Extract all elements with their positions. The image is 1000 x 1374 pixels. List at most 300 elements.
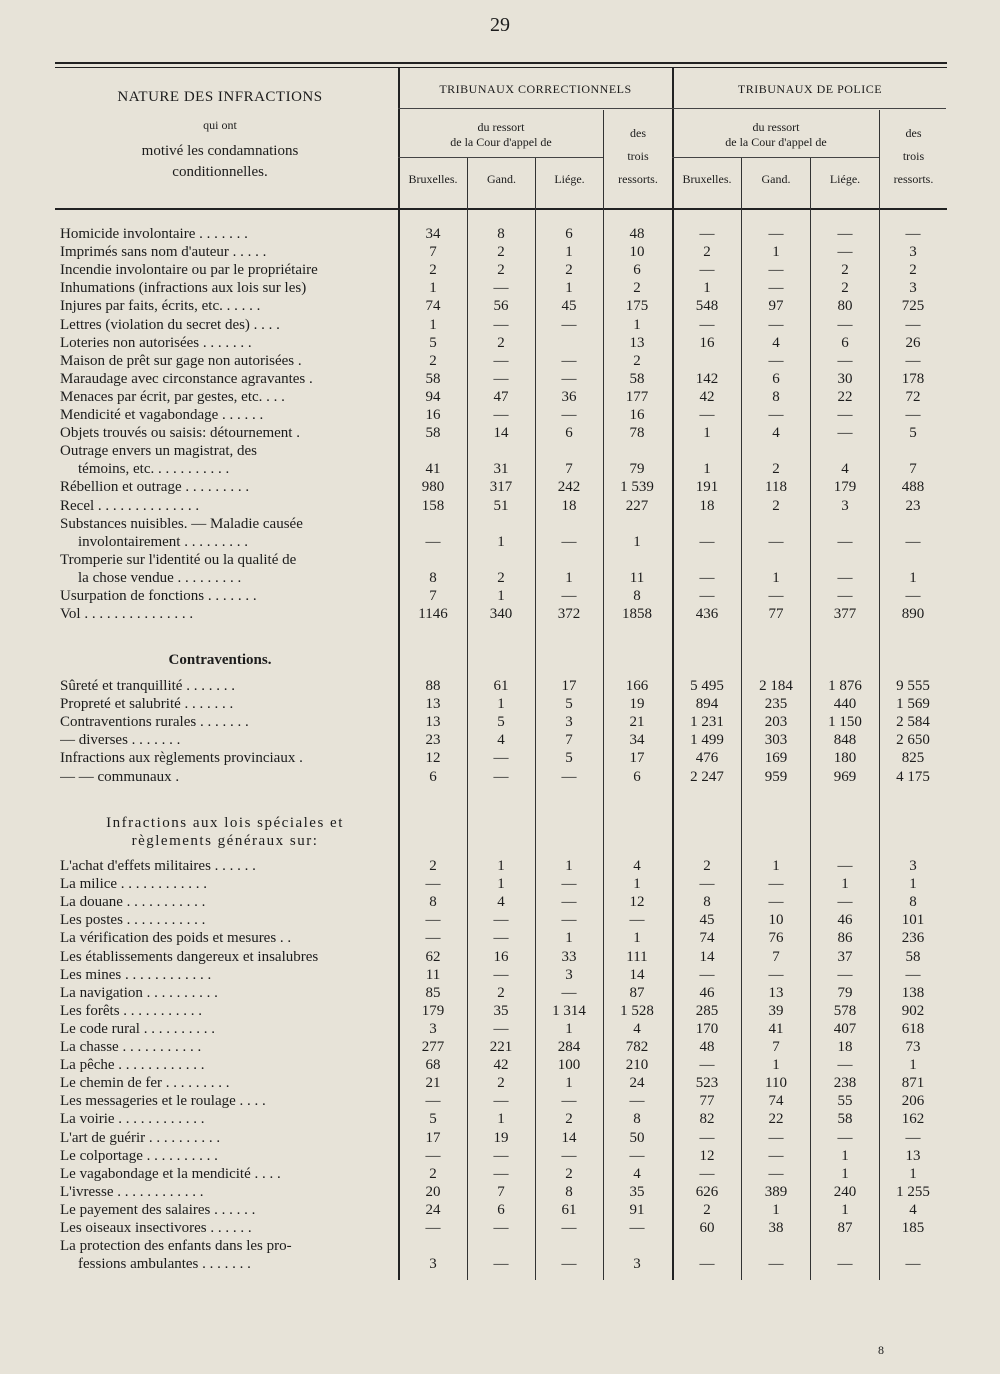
cell-value: 980 — [421, 479, 445, 496]
cell-value: 2 — [633, 352, 641, 369]
cell-value: 210 — [625, 1057, 649, 1074]
cell-value: 377 — [833, 606, 857, 623]
cell-value: 1 — [565, 244, 573, 261]
cell-value: 87 — [837, 1220, 853, 1236]
cell-value: 3 — [429, 1256, 437, 1273]
row-label: Injures par faits, écrits, etc. . . . . . — [60, 298, 261, 315]
cell-value: 61 — [561, 1201, 577, 1218]
cell-value: 1 — [497, 1111, 505, 1128]
cell-value: 10 — [629, 244, 645, 261]
cell-value: — — [905, 533, 921, 550]
cell-value: — — [699, 407, 715, 423]
cell-value: — — [561, 316, 577, 333]
cell-value: 51 — [493, 497, 509, 514]
cell-value: — — [699, 226, 715, 242]
cell-value: — — [768, 1165, 784, 1182]
cell-value: 55 — [837, 1093, 853, 1110]
row-label: Contraventions rurales . . . . . . . — [60, 714, 249, 731]
cell-value: 3 — [565, 966, 573, 983]
cell-value: 73 — [905, 1039, 921, 1055]
cell-value: 77 — [768, 606, 784, 623]
cell-value: — — [493, 1093, 509, 1110]
cell-value: — — [837, 894, 853, 911]
cell-value: 101 — [901, 912, 925, 929]
cell-value: 24 — [629, 1075, 645, 1092]
cell-value: — — [629, 1093, 645, 1110]
cell-value: 236 — [901, 930, 925, 947]
cell-value: 97 — [768, 298, 784, 315]
cell-value: 7 — [772, 948, 780, 965]
cell-value: 138 — [901, 984, 925, 1001]
row-label: L'achat d'effets militaires . . . . . . — [60, 858, 256, 874]
cell-value: 227 — [625, 497, 649, 514]
row-label: Tromperie sur l'identité ou la qualité de — [60, 551, 297, 568]
cell-value: — — [837, 966, 853, 983]
header-rule — [398, 157, 603, 158]
cell-value: 4 — [841, 461, 849, 478]
cell-value: 74 — [699, 930, 715, 947]
cell-value: 6 — [497, 1201, 505, 1218]
cell-value: 3 — [909, 858, 917, 874]
cell-value: 41 — [425, 461, 441, 478]
cell-value: 175 — [625, 298, 649, 315]
cell-value: 1 — [909, 569, 917, 586]
cell-value: 1 — [565, 1020, 573, 1037]
cell-value: 1146 — [418, 606, 448, 623]
cell-value: 1 — [772, 1201, 780, 1218]
cell-value: 3 — [909, 280, 917, 297]
cell-value: 5 — [497, 714, 505, 731]
row-label: Le code rural . . . . . . . . . . — [60, 1020, 215, 1037]
cell-value: — — [493, 407, 509, 423]
nature-sub3: conditionnelles. — [172, 164, 268, 180]
row-label: fessions ambulantes . . . . . . . — [78, 1256, 251, 1273]
cell-value: 61 — [493, 678, 509, 694]
cell-value: 21 — [629, 714, 645, 731]
cell-value: 72 — [905, 388, 921, 405]
cell-value: 1858 — [622, 606, 652, 623]
cell-value: — — [837, 569, 853, 586]
nature-sub2: motivé les condamnations — [141, 143, 299, 159]
col-divider — [467, 158, 468, 1280]
cell-value: — — [768, 876, 784, 893]
cell-value: — — [837, 244, 853, 261]
ressort-pol-2: de la Cour d'appel de — [725, 135, 827, 149]
cell-value: 6 — [429, 768, 437, 785]
cell-value: 7 — [497, 1183, 505, 1200]
cell-value: 5 — [909, 425, 917, 442]
cell-value: 1 — [497, 533, 505, 550]
cell-value: 14 — [493, 425, 509, 442]
cell-value: 1 — [565, 280, 573, 297]
col-divider — [672, 68, 674, 1280]
cell-value: 5 — [565, 696, 573, 713]
cell-value: — — [699, 316, 715, 333]
cell-value: — — [699, 569, 715, 586]
cell-value: — — [768, 1129, 784, 1146]
cell-value: — — [699, 533, 715, 550]
cell-value: 2 — [703, 858, 711, 874]
cell-value: 2 — [841, 280, 849, 297]
cell-value: 4 — [497, 894, 505, 911]
cell-value: 1 — [497, 588, 505, 604]
cell-value: — — [425, 930, 441, 947]
cell-value: 8 — [497, 226, 505, 242]
cell-value: — — [768, 226, 784, 242]
row-label: Le vagabondage et la mendicité . . . . — [60, 1165, 281, 1182]
cell-value: 3 — [429, 1020, 437, 1037]
cell-value: 8 — [703, 894, 711, 911]
cell-value: — — [493, 1020, 509, 1037]
cell-value: — — [561, 894, 577, 911]
cell-value: 1 — [841, 1165, 849, 1182]
col-gand-corr: Gand. — [487, 172, 516, 186]
cell-value: 100 — [557, 1057, 581, 1074]
cell-value: 2 247 — [690, 768, 724, 785]
col-divider — [741, 158, 742, 1280]
cell-value: 2 — [429, 262, 437, 279]
cell-value: — — [561, 1147, 577, 1164]
cell-value: 1 — [429, 316, 437, 333]
row-label: Usurpation de fonctions . . . . . . . — [60, 588, 257, 604]
cell-value: 179 — [833, 479, 857, 496]
cell-value: 68 — [425, 1057, 441, 1074]
cell-value: 45 — [561, 298, 577, 315]
cell-value: 206 — [901, 1093, 925, 1110]
cell-value: 894 — [695, 696, 719, 713]
row-label: Objets trouvés ou saisis: détournement . — [60, 425, 300, 442]
cell-value: 50 — [629, 1129, 645, 1146]
cell-value: — — [561, 1256, 577, 1273]
cell-value: 285 — [695, 1002, 719, 1019]
cell-value: — — [905, 352, 921, 369]
cell-value: 848 — [833, 732, 857, 749]
cell-value: 36 — [561, 388, 577, 405]
cell-value: 4 — [772, 334, 780, 351]
row-label: L'ivresse . . . . . . . . . . . . — [60, 1183, 204, 1200]
cell-value: — — [699, 588, 715, 604]
cell-value: 548 — [695, 298, 719, 315]
col-gand-pol: Gand. — [761, 172, 791, 186]
cell-value: 2 — [772, 497, 780, 514]
cell-value: 1 — [497, 876, 505, 893]
cell-value: — — [837, 588, 853, 604]
cell-value: 488 — [901, 479, 925, 496]
cell-value: 2 — [841, 262, 849, 279]
cell-value: 19 — [629, 696, 645, 713]
row-label: Lettres (violation du secret des) . . . . — [60, 316, 280, 333]
cell-value: 2 — [703, 244, 711, 261]
cell-value: — — [768, 966, 784, 983]
cell-value: — — [493, 1147, 509, 1164]
cell-value: — — [493, 966, 509, 983]
cell-value: — — [493, 768, 509, 785]
cell-value: — — [493, 750, 509, 767]
col-divider — [603, 110, 604, 1280]
cell-value: 58 — [629, 370, 645, 387]
cell-value: — — [629, 1147, 645, 1164]
row-label: L'art de guérir . . . . . . . . . . — [60, 1129, 221, 1146]
row-label: Les mines . . . . . . . . . . . . — [60, 966, 212, 983]
cell-value: 47 — [493, 388, 509, 405]
cell-value: 12 — [629, 894, 645, 911]
col-divider — [810, 158, 811, 1280]
cell-value: 11 — [425, 966, 441, 983]
cell-value: 2 — [429, 352, 437, 369]
cell-value: 35 — [629, 1183, 645, 1200]
cell-value: 2 — [909, 262, 917, 279]
cell-value: 1 — [565, 569, 573, 586]
cell-value: 158 — [421, 497, 445, 514]
cell-value: 7 — [565, 732, 573, 749]
cell-value: — — [699, 966, 715, 983]
col-bruxelles-pol: Bruxelles. — [682, 172, 732, 186]
cell-value: 18 — [837, 1039, 853, 1055]
cell-value: 1 231 — [690, 714, 724, 731]
cell-value: 2 — [497, 244, 505, 261]
row-label: Sûreté et tranquillité . . . . . . . — [60, 678, 235, 694]
cell-value: — — [561, 588, 577, 604]
cell-value: 5 — [429, 334, 437, 351]
cell-value: 1 — [909, 1057, 917, 1074]
cell-value: 62 — [425, 948, 441, 965]
cell-value: 1 — [497, 858, 505, 874]
cell-value: 142 — [695, 370, 719, 387]
cell-value: 4 — [772, 425, 780, 442]
cell-value: 5 — [429, 1111, 437, 1128]
row-label: La milice . . . . . . . . . . . . — [60, 876, 208, 893]
cell-value: 523 — [695, 1075, 719, 1092]
row-label: Maison de prêt sur gage non autorisées . — [60, 352, 302, 369]
cell-value: 6 — [565, 226, 573, 242]
cell-value: 782 — [625, 1039, 649, 1055]
cell-value: 41 — [768, 1020, 784, 1037]
row-label: la chose vendue . . . . . . . . . — [78, 569, 242, 586]
cell-value: 23 — [425, 732, 441, 749]
cell-value: 31 — [493, 461, 509, 478]
row-label: Le colportage . . . . . . . . . . — [60, 1147, 218, 1164]
cell-value: 74 — [425, 298, 441, 315]
cell-value: 2 — [633, 280, 641, 297]
cell-value: 8 — [772, 388, 780, 405]
col-liege-pol: Liége. — [829, 172, 861, 186]
cell-value: 16 — [629, 407, 645, 423]
row-label: Outrage envers un magistrat, des — [60, 443, 258, 460]
cell-value: — — [425, 1220, 441, 1236]
cell-value: 16 — [493, 948, 509, 965]
row-label: La chasse . . . . . . . . . . . — [60, 1039, 202, 1055]
cell-value: 240 — [833, 1183, 857, 1200]
cell-value: 58 — [837, 1111, 853, 1128]
row-label: Recel . . . . . . . . . . . . . . — [60, 497, 200, 514]
cell-value: 13 — [425, 714, 441, 731]
cell-value: — — [768, 407, 784, 423]
cell-value: 94 — [425, 388, 441, 405]
cell-value: 6 — [772, 370, 780, 387]
cell-value: 34 — [629, 732, 645, 749]
cell-value: 17 — [629, 750, 645, 767]
cell-value: 1 — [565, 1075, 573, 1092]
cell-value: — — [837, 858, 853, 874]
cell-value: 1 569 — [896, 696, 930, 713]
row-label: Le payement des salaires . . . . . . — [60, 1201, 256, 1218]
row-label: Les messageries et le roulage . . . . — [60, 1093, 266, 1110]
cell-value: — — [768, 533, 784, 550]
cell-value: — — [905, 1256, 921, 1273]
cell-value: 16 — [699, 334, 715, 351]
col-divider — [535, 158, 536, 1280]
cell-value: 626 — [695, 1183, 719, 1200]
cell-value: 76 — [768, 930, 784, 947]
cell-value: 4 175 — [896, 768, 930, 785]
cell-value: 3 — [841, 497, 849, 514]
cell-value: 13 — [425, 696, 441, 713]
cell-value: — — [837, 352, 853, 369]
trois-pol: trois — [902, 149, 925, 163]
cell-value: 2 — [497, 1075, 505, 1092]
cell-value: 2 — [429, 858, 437, 874]
cell-value: 170 — [695, 1020, 719, 1037]
row-label: involontairement . . . . . . . . . — [78, 533, 248, 550]
cell-value: 4 — [633, 1165, 641, 1182]
cell-value: — — [837, 425, 853, 442]
ressort-corr-2: de la Cour d'appel de — [450, 135, 552, 149]
cell-value: 1 — [772, 244, 780, 261]
ressorts-pol: ressorts. — [893, 172, 934, 186]
cell-value: 3 — [909, 244, 917, 261]
cell-value: 1 314 — [552, 1002, 586, 1019]
cell-value: 8 — [565, 1183, 573, 1200]
cell-value: 4 — [497, 732, 505, 749]
row-label: La protection des enfants dans les pro- — [60, 1238, 292, 1255]
cell-value: 13 — [629, 334, 645, 351]
row-label: La navigation . . . . . . . . . . — [60, 984, 218, 1001]
cell-value: — — [837, 1057, 853, 1074]
cell-value: — — [493, 1256, 509, 1273]
cell-value: 16 — [425, 407, 441, 423]
cell-value: 8 — [429, 569, 437, 586]
cell-value: — — [561, 407, 577, 423]
row-label: La vérification des poids et mesures . . — [60, 930, 292, 947]
page-number: 29 — [490, 14, 510, 36]
cell-value: 4 — [909, 1201, 917, 1218]
cell-value: — — [561, 1093, 577, 1110]
header-rule — [672, 157, 879, 158]
cell-value: 618 — [901, 1020, 925, 1037]
cell-value: 18 — [561, 497, 577, 514]
row-label: Maraudage avec circonstance agravantes . — [60, 370, 313, 387]
cell-value: 35 — [493, 1002, 509, 1019]
cell-value: 169 — [764, 750, 788, 767]
nature-sub1: qui ont — [203, 118, 237, 132]
cell-value: 45 — [699, 912, 715, 929]
cell-value: — — [837, 533, 853, 550]
cell-value: 235 — [764, 696, 788, 713]
col-bruxelles-corr: Bruxelles. — [408, 172, 458, 186]
cell-value: — — [905, 316, 921, 333]
cell-value: 79 — [629, 461, 645, 478]
cell-value: 42 — [493, 1057, 509, 1074]
cell-value: 6 — [565, 425, 573, 442]
cell-value: 34 — [425, 226, 441, 242]
row-label: Loteries non autorisées . . . . . . . — [60, 334, 252, 351]
cell-value: 8 — [909, 894, 917, 911]
cell-value: — — [561, 984, 577, 1001]
cell-value: — — [699, 262, 715, 279]
cell-value: 18 — [699, 497, 715, 514]
cell-value: 1 — [703, 425, 711, 442]
cell-value: 13 — [768, 984, 784, 1001]
cell-value: 1 — [633, 316, 641, 333]
cell-value: 191 — [695, 479, 719, 496]
cell-value: 203 — [764, 714, 788, 731]
cell-value: — — [768, 1256, 784, 1273]
row-label: Infractions aux règlements provinciaux . — [60, 750, 303, 767]
cell-value: 118 — [765, 479, 787, 496]
cell-value: 12 — [699, 1147, 715, 1164]
cell-value: 3 — [633, 1256, 641, 1273]
cell-value: 5 495 — [690, 678, 724, 694]
cell-value: 238 — [833, 1075, 857, 1092]
cell-value: 166 — [625, 678, 649, 694]
cell-value: 14 — [561, 1129, 577, 1146]
cell-value: 1 — [703, 280, 711, 297]
cell-value: — — [699, 1256, 715, 1273]
cell-value: 303 — [764, 732, 788, 749]
cell-value: 4 — [633, 1020, 641, 1037]
cell-value: — — [768, 1147, 784, 1164]
cell-value: 2 650 — [896, 732, 930, 749]
footer-mark: 8 — [878, 1343, 884, 1357]
cell-value: 33 — [561, 948, 577, 965]
cell-value: 2 — [429, 1165, 437, 1182]
cell-value: — — [699, 1129, 715, 1146]
ressort-pol-1: du ressort — [752, 120, 800, 134]
trois-corr: trois — [627, 149, 649, 163]
cell-value: 60 — [699, 1220, 715, 1236]
cell-value: 2 — [565, 1111, 573, 1128]
cell-value: 436 — [695, 606, 719, 623]
cell-value: 58 — [425, 425, 441, 442]
cell-value: 177 — [625, 388, 649, 405]
cell-value: — — [768, 316, 784, 333]
cell-value: 1 — [497, 696, 505, 713]
cell-value: 2 — [565, 262, 573, 279]
cell-value: 1 — [841, 1201, 849, 1218]
cell-value: — — [629, 912, 645, 929]
row-label: Vol . . . . . . . . . . . . . . . — [60, 606, 194, 623]
cell-value: 969 — [833, 768, 857, 785]
cell-value: 6 — [633, 262, 641, 279]
cell-value: 86 — [837, 930, 853, 947]
cell-value: 1 — [909, 1165, 917, 1182]
cell-value: 1 — [565, 930, 573, 947]
row-label: Mendicité et vagabondage . . . . . . — [60, 407, 264, 423]
cell-value: — — [493, 930, 509, 947]
cell-value: — — [493, 1220, 509, 1236]
cell-value: 7 — [909, 461, 917, 478]
cell-value: 2 — [497, 984, 505, 1001]
cell-value: 56 — [493, 298, 509, 315]
cell-value: 902 — [901, 1002, 925, 1019]
des-pol: des — [905, 126, 922, 140]
cell-value: 7 — [565, 461, 573, 478]
cell-value: 58 — [425, 370, 441, 387]
cell-value: — — [561, 370, 577, 387]
cell-value: — — [837, 1129, 853, 1146]
row-label: Les postes . . . . . . . . . . . — [60, 912, 206, 929]
cell-value: 476 — [695, 750, 719, 767]
